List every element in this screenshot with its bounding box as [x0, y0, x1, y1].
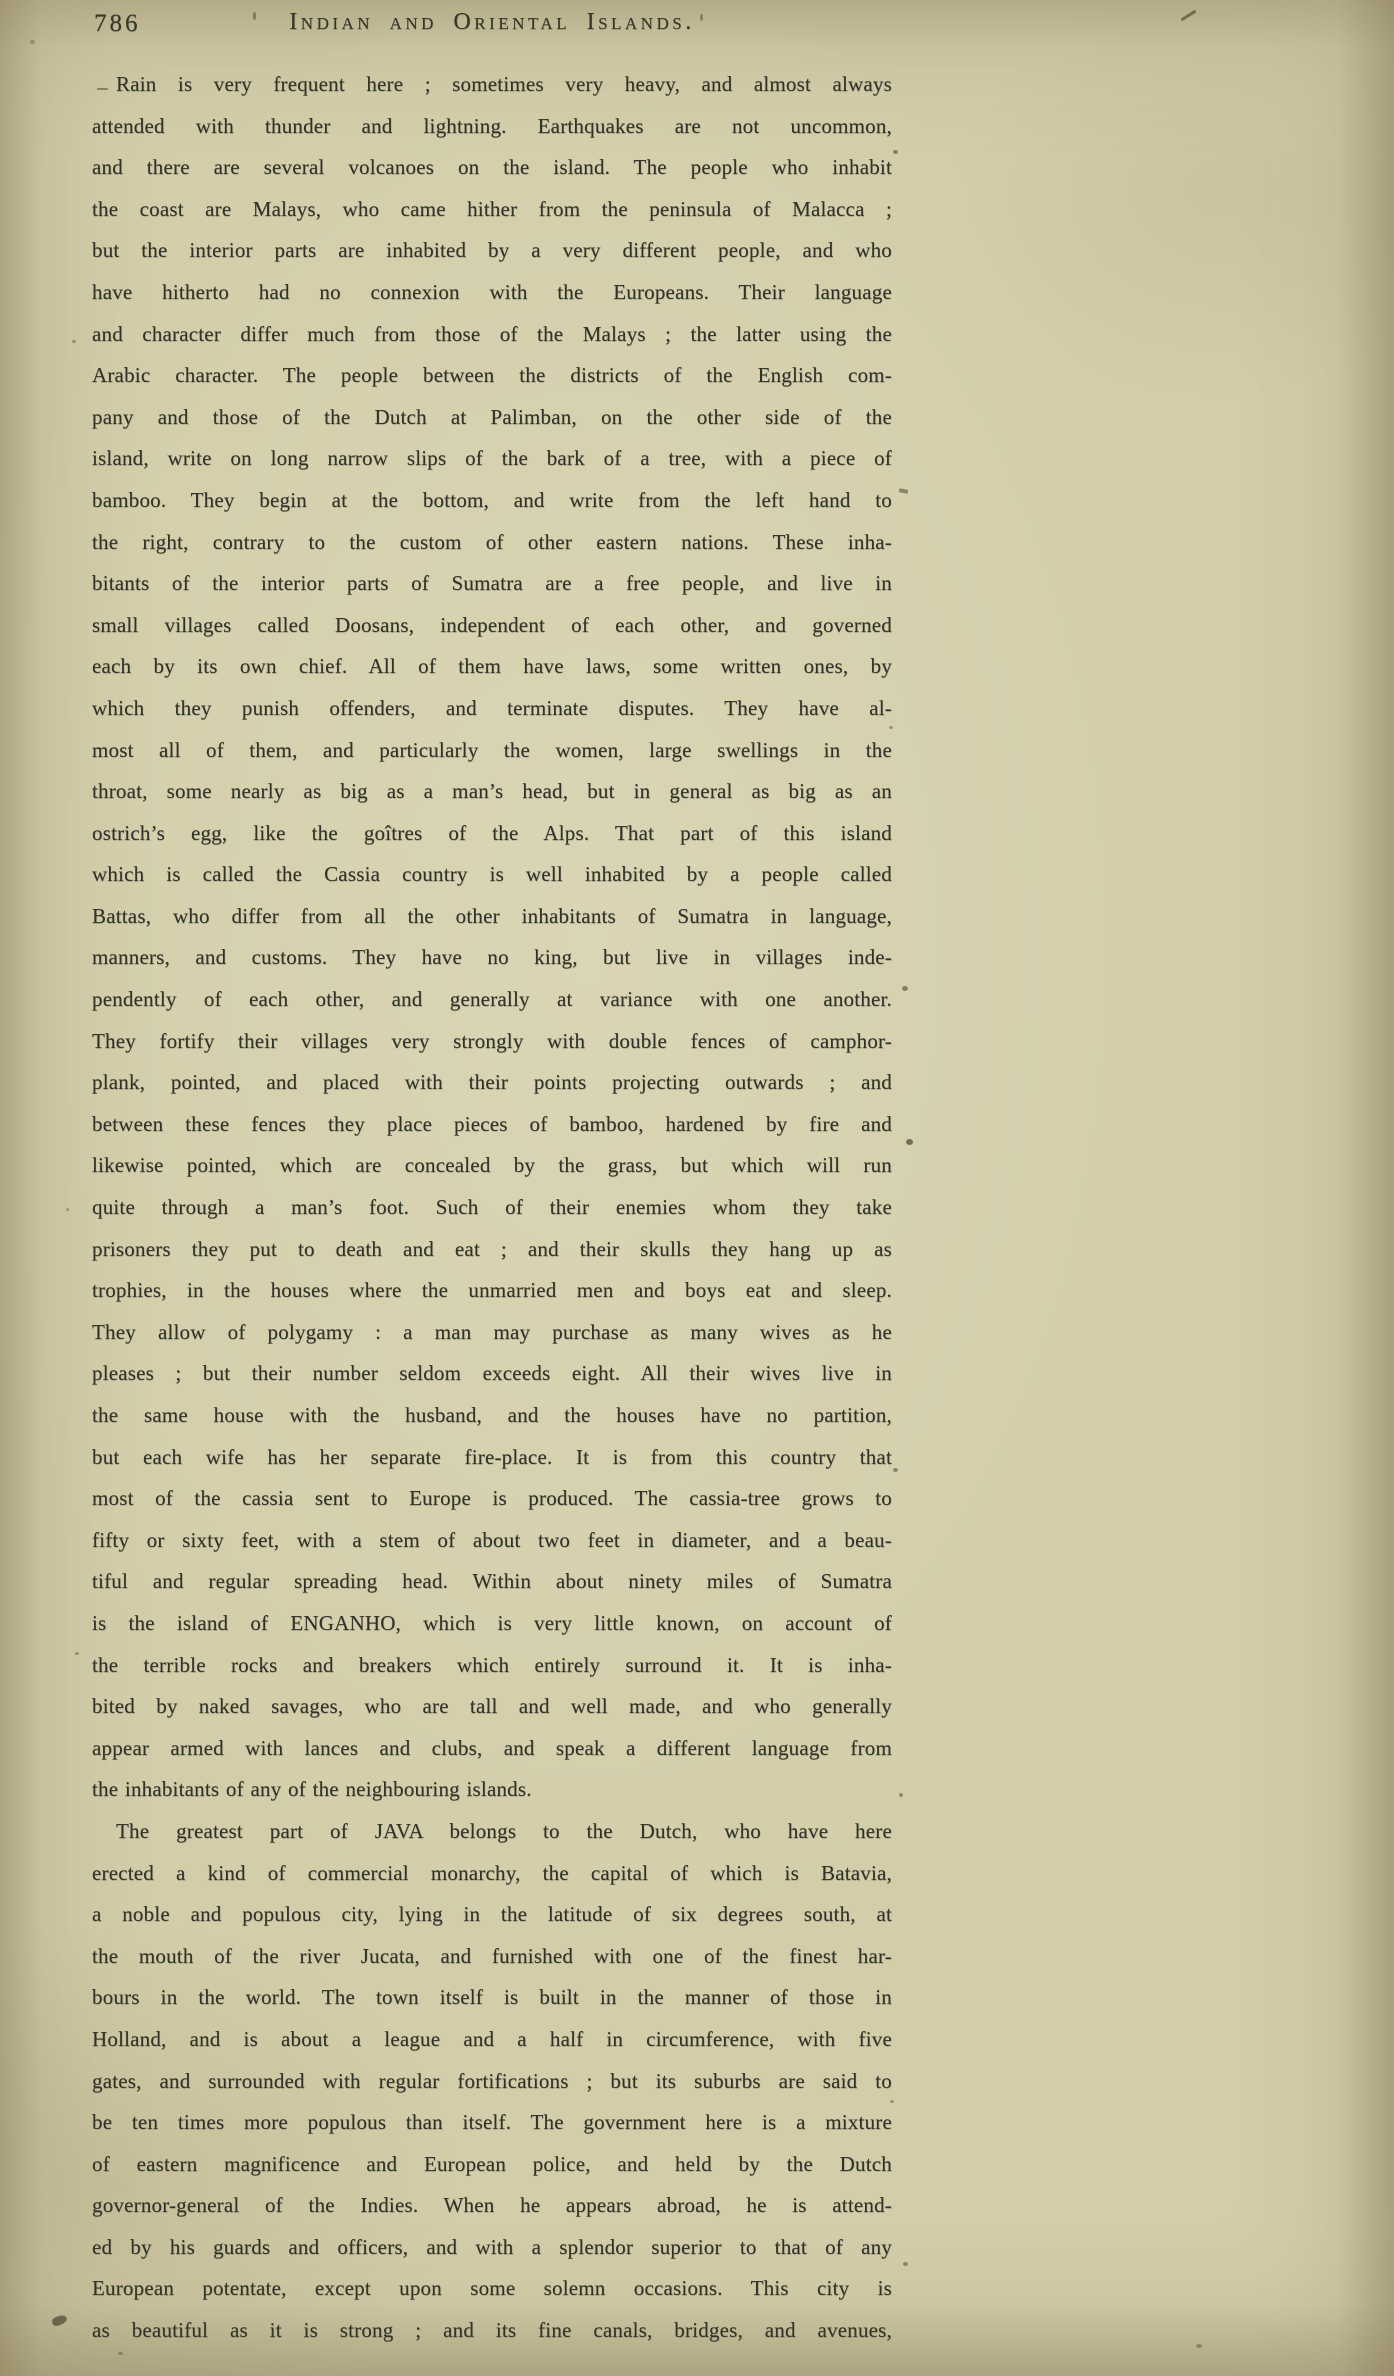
- text-line: island, write on long narrow slips of the bark of a tree, with a piece of: [92, 446, 892, 471]
- text-line: have hitherto had no connexion with the Europeans. Their language: [92, 279, 892, 304]
- text-line: the coast are Malays, who came hither from the peninsula of Malacca ;: [92, 196, 892, 221]
- paragraph: [92, 64, 892, 1811]
- text-line: The greatest part of JAVA belongs to the Dutch, who have here: [116, 1818, 892, 1843]
- text-line: pendently of each other, and generally at variance with one another.: [92, 987, 892, 1012]
- running-title: Indian and Oriental Islands.: [289, 9, 695, 35]
- text-line: pleases ; but their number seldom exceeds eight. All their wives live in: [92, 1361, 892, 1386]
- text-line: between these fences they place pieces of bamboo, hardened by fire and: [92, 1111, 892, 1136]
- scan-speck: [902, 986, 908, 991]
- text-line: tiful and regular spreading head. Within about ninety miles of Sumatra: [92, 1569, 892, 1594]
- text-line: Rain is very frequent here ; sometimes very heavy, and almost always: [116, 72, 892, 96]
- text-line: be ten times more populous than itself. The government here is a mixture: [92, 2110, 892, 2135]
- page-number: 786: [94, 10, 141, 37]
- scan-speck: [30, 40, 35, 44]
- text-line: which is called the Cassia country is well inhabited by a people called: [92, 862, 892, 887]
- paragraph: [92, 1811, 892, 2352]
- scan-speck: [51, 2314, 68, 2327]
- text-line: the same house with the husband, and the houses have no partition,: [92, 1403, 892, 1427]
- text-line: but each wife has her separate fire-place. It is from this country that: [92, 1444, 892, 1469]
- text-line: plank, pointed, and placed with their points projecting outwards ; and: [92, 1070, 892, 1095]
- text-line: Battas, who differ from all the other inhabitants of Sumatra in language,: [92, 903, 892, 928]
- scan-speck: [75, 1652, 79, 1655]
- scan-speck: [1180, 10, 1196, 22]
- text-line: manners, and customs. They have no king, but live in villages inde-: [92, 945, 892, 970]
- scan-speck: [1196, 2344, 1202, 2348]
- text-line: small villages called Doosans, independent of each other, and governed: [92, 612, 892, 637]
- scan-speck: [899, 488, 909, 494]
- text-line: fifty or sixty feet, with a stem of about two feet in diameter, and a beau-: [92, 1527, 892, 1552]
- text-line: as beautiful as it is strong ; and its fine canals, bridges, and avenues,: [92, 2318, 892, 2343]
- text-line: quite through a man’s foot. Such of their enemies whom they take: [92, 1195, 892, 1220]
- text-line: of eastern magnificence and European police, and held by the Dutch: [92, 2151, 892, 2176]
- text-line: bitants of the interior parts of Sumatra are a free people, and live in: [92, 571, 892, 596]
- text-line: and character differ much from those of the Malays ; the latter using the: [92, 321, 892, 346]
- scan-speck: [893, 150, 898, 154]
- scan-speck: [906, 1139, 913, 1145]
- text-line: likewise pointed, which are concealed by the grass, but which will run: [92, 1153, 892, 1178]
- text-line: the inhabitants of any of the neighbouring islands.: [92, 1777, 532, 1802]
- text-line: Arabic character. The people between the districts of the English com-: [92, 363, 892, 388]
- text-line: gates, and surrounded with regular fortifications ; but its suburbs are said to: [92, 2068, 892, 2093]
- text-line: European potentate, except upon some solemn occasions. This city is: [92, 2276, 892, 2301]
- text-line: which they punish offenders, and terminate disputes. They have al-: [92, 695, 892, 720]
- text-line: prisoners they put to death and eat ; and their skulls they hang up as: [92, 1236, 892, 1261]
- scan-speck: [66, 1208, 69, 1211]
- text-line: bited by naked savages, who are tall and well made, and who generally: [92, 1694, 892, 1719]
- scan-speck: [72, 340, 76, 343]
- text-line: Holland, and is about a league and a half in circumference, with five: [92, 2026, 892, 2051]
- text-line: most all of them, and particularly the women, large swellings in the: [92, 737, 892, 762]
- text-line: pany and those of the Dutch at Palimban, on the other side of the: [92, 404, 892, 429]
- text-line: the right, contrary to the custom of other eastern nations. These inha-: [92, 529, 892, 554]
- scan-speck: [118, 2352, 123, 2355]
- text-line: appear armed with lances and clubs, and speak a different language from: [92, 1735, 892, 1760]
- text-line: bours in the world. The town itself is built in the manner of those in: [92, 1985, 892, 2010]
- text-line: the terrible rocks and breakers which entirely surround it. It is inha-: [92, 1652, 892, 1677]
- text-line: is the island of ENGANHO, which is very little known, on account of: [92, 1610, 892, 1635]
- text-block: [92, 64, 892, 2352]
- scan-speck: [899, 1793, 903, 1797]
- text-line: the mouth of the river Jucata, and furnished with one of the finest har-: [92, 1943, 892, 1968]
- text-line: They allow of polygamy : a man may purchase as many wives as he: [92, 1319, 892, 1344]
- text-line: throat, some nearly as big as a man’s head, but in general as big as an: [92, 779, 892, 804]
- text-line: bamboo. They begin at the bottom, and write from the left hand to: [92, 487, 892, 512]
- text-line: but the interior parts are inhabited by a very different people, and who: [92, 238, 892, 263]
- text-line: attended with thunder and lightning. Earthquakes are not uncommon,: [92, 113, 892, 138]
- scan-speck: [893, 1468, 898, 1472]
- text-line: each by its own chief. All of them have laws, some written ones, by: [92, 654, 892, 679]
- text-line: a noble and populous city, lying in the latitude of six degrees south, at: [92, 1902, 892, 1927]
- text-line: governor-general of the Indies. When he appears abroad, he is attend-: [92, 2193, 892, 2218]
- text-line: ed by his guards and officers, and with a splendor superior to that of any: [92, 2234, 892, 2259]
- scan-speck: [903, 2262, 908, 2266]
- text-line: ostrich’s egg, like the goîtres of the Alps. That part of this island: [92, 820, 892, 845]
- page-header: [92, 6, 892, 50]
- text-line: and there are several volcanoes on the island. The people who inhabit: [92, 155, 892, 180]
- text-line: most of the cassia sent to Europe is produced. The cassia-tree grows to: [92, 1486, 892, 1511]
- text-line: erected a kind of commercial monarchy, the capital of which is Batavia,: [92, 1860, 892, 1885]
- text-line: trophies, in the houses where the unmarried men and boys eat and sleep.: [92, 1278, 892, 1303]
- text-line: They fortify their villages very strongly with double fences of camphor-: [92, 1028, 892, 1053]
